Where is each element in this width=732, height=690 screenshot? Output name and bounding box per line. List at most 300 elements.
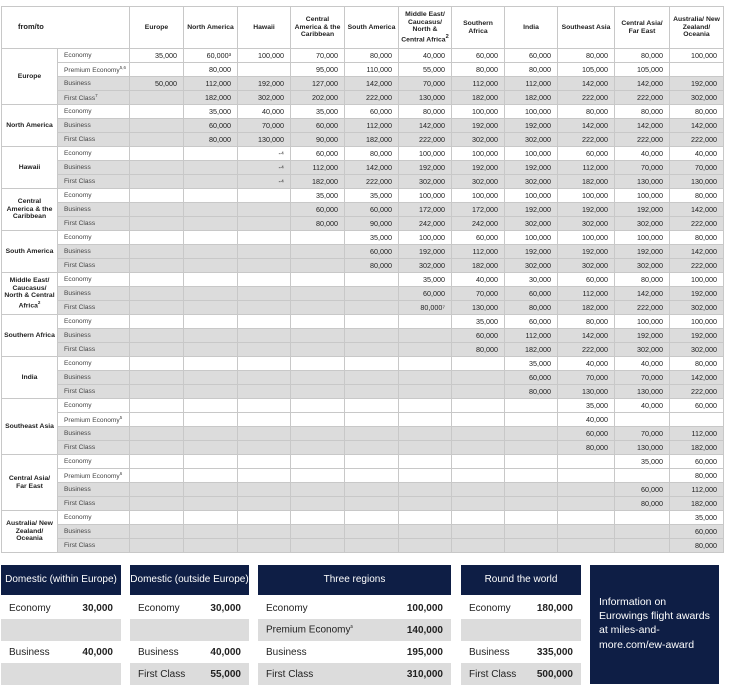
origin-region-label: Southern Africa bbox=[4, 331, 55, 339]
miles-value: 222,000 bbox=[615, 133, 670, 147]
service-class bbox=[58, 371, 130, 385]
dest-header bbox=[399, 7, 452, 49]
table-body bbox=[2, 49, 724, 553]
miles-value bbox=[238, 357, 291, 371]
miles-value: 80,000 bbox=[505, 63, 558, 77]
dest-header bbox=[505, 7, 558, 49]
miles-value: 302,000 bbox=[452, 133, 505, 147]
miles-value bbox=[345, 315, 399, 329]
miles-value: 142,000 bbox=[399, 119, 452, 133]
miles-value bbox=[238, 343, 291, 357]
miles-value: 112,000 bbox=[452, 245, 505, 259]
miles-value bbox=[399, 385, 452, 399]
origin-region bbox=[2, 105, 58, 147]
miles-value: 192,000 bbox=[505, 245, 558, 259]
miles-value bbox=[399, 525, 452, 539]
miles-value: 60,000 bbox=[505, 49, 558, 63]
miles-value: 90,000 bbox=[345, 217, 399, 231]
miles-value bbox=[130, 357, 184, 371]
miles-value: 142,000 bbox=[615, 119, 670, 133]
service-class bbox=[58, 343, 130, 357]
miles-value: 40,000 bbox=[399, 49, 452, 63]
miles-value bbox=[505, 497, 558, 511]
miles-value: 70,000 bbox=[615, 427, 670, 441]
award-box bbox=[461, 565, 581, 685]
miles-value bbox=[238, 203, 291, 217]
miles-value bbox=[291, 539, 345, 553]
award-box-row bbox=[258, 663, 451, 685]
service-class-label: Economy bbox=[64, 458, 92, 465]
miles-value: 35,000 bbox=[291, 105, 345, 119]
miles-value bbox=[399, 441, 452, 455]
dest-label: North America bbox=[187, 23, 234, 31]
service-class bbox=[58, 357, 130, 371]
service-class-label: Business bbox=[64, 164, 91, 171]
miles-value: 100,000 bbox=[558, 189, 615, 203]
miles-value: 35,000 bbox=[291, 189, 345, 203]
miles-value: 80,000 bbox=[345, 259, 399, 273]
service-class bbox=[58, 329, 130, 343]
service-class-label: Economy bbox=[64, 318, 92, 325]
award-box-class bbox=[9, 647, 50, 658]
miles-value bbox=[130, 259, 184, 273]
miles-value bbox=[399, 539, 452, 553]
miles-value: -⁴ bbox=[238, 147, 291, 161]
miles-value bbox=[291, 245, 345, 259]
miles-value bbox=[184, 203, 238, 217]
miles-value bbox=[184, 357, 238, 371]
service-class bbox=[58, 147, 130, 161]
award-box-row bbox=[461, 597, 581, 619]
service-class-label: First Class bbox=[64, 220, 96, 227]
table-row bbox=[2, 49, 724, 63]
miles-value bbox=[291, 343, 345, 357]
miles-value bbox=[238, 217, 291, 231]
miles-value: 182,000 bbox=[505, 343, 558, 357]
miles-value: 302,000 bbox=[399, 175, 452, 189]
miles-value: 192,000 bbox=[558, 203, 615, 217]
award-box-miles: 30,000 bbox=[82, 602, 113, 614]
dest-header bbox=[345, 7, 399, 49]
miles-value: 182,000 bbox=[452, 259, 505, 273]
miles-value: 70,000 bbox=[399, 77, 452, 91]
miles-value: 100,000 bbox=[558, 231, 615, 245]
table-row bbox=[2, 483, 724, 497]
miles-value bbox=[291, 259, 345, 273]
table-row bbox=[2, 315, 724, 329]
miles-value bbox=[130, 203, 184, 217]
miles-value bbox=[399, 469, 452, 483]
service-class-label: Economy bbox=[64, 276, 92, 283]
miles-value: 60,000 bbox=[452, 49, 505, 63]
service-class bbox=[58, 105, 130, 119]
miles-value bbox=[452, 539, 505, 553]
service-class bbox=[58, 497, 130, 511]
miles-value: 222,000 bbox=[615, 91, 670, 105]
miles-value: 80,000 bbox=[184, 63, 238, 77]
miles-value bbox=[130, 539, 184, 553]
miles-value: 130,000 bbox=[615, 441, 670, 455]
miles-value bbox=[399, 329, 452, 343]
miles-value bbox=[130, 119, 184, 133]
table-row bbox=[2, 539, 724, 553]
miles-value bbox=[238, 273, 291, 287]
miles-value bbox=[184, 217, 238, 231]
table-row bbox=[2, 63, 724, 77]
miles-value bbox=[345, 441, 399, 455]
miles-value bbox=[130, 63, 184, 77]
miles-value bbox=[238, 385, 291, 399]
miles-value bbox=[345, 539, 399, 553]
service-class bbox=[58, 427, 130, 441]
miles-value: 70,000 bbox=[615, 161, 670, 175]
miles-value: 60,000 bbox=[345, 105, 399, 119]
miles-value bbox=[184, 427, 238, 441]
service-class bbox=[58, 483, 130, 497]
miles-value bbox=[399, 455, 452, 469]
award-box-class-label: First Class bbox=[469, 668, 517, 680]
miles-value: 80,000 bbox=[670, 189, 724, 203]
origin-region bbox=[2, 315, 58, 357]
service-class bbox=[58, 287, 130, 301]
miles-value: 302,000 bbox=[670, 91, 724, 105]
miles-value bbox=[130, 371, 184, 385]
miles-value bbox=[615, 469, 670, 483]
miles-value: 80,000⁷ bbox=[399, 301, 452, 315]
miles-value: 302,000 bbox=[505, 259, 558, 273]
service-class-label: Economy bbox=[64, 52, 92, 59]
service-class-label: Economy bbox=[64, 234, 92, 241]
miles-value: 60,000 bbox=[670, 455, 724, 469]
table-row bbox=[2, 511, 724, 525]
miles-value bbox=[505, 511, 558, 525]
miles-value bbox=[452, 441, 505, 455]
miles-value: 192,000 bbox=[615, 203, 670, 217]
miles-value: 60,000³ bbox=[184, 49, 238, 63]
miles-value bbox=[184, 259, 238, 273]
award-box-row bbox=[258, 641, 451, 663]
miles-value bbox=[130, 287, 184, 301]
miles-value bbox=[615, 413, 670, 427]
service-class bbox=[58, 91, 130, 105]
origin-region bbox=[2, 357, 58, 399]
miles-value: 35,000 bbox=[130, 49, 184, 63]
miles-value: 112,000 bbox=[505, 77, 558, 91]
miles-value: 192,000 bbox=[670, 329, 724, 343]
miles-value bbox=[291, 329, 345, 343]
miles-value: 130,000 bbox=[238, 133, 291, 147]
award-box-miles: 40,000 bbox=[210, 646, 241, 658]
miles-value bbox=[130, 455, 184, 469]
dest-header bbox=[130, 7, 184, 49]
service-class bbox=[58, 245, 130, 259]
table-row bbox=[2, 301, 724, 315]
miles-value bbox=[130, 105, 184, 119]
miles-value: 50,000 bbox=[130, 77, 184, 91]
miles-value bbox=[238, 539, 291, 553]
miles-value: 242,000 bbox=[399, 217, 452, 231]
service-class-label: Economy bbox=[64, 402, 92, 409]
miles-value bbox=[452, 427, 505, 441]
miles-value bbox=[399, 511, 452, 525]
award-box bbox=[258, 565, 451, 685]
miles-value: 105,000 bbox=[558, 63, 615, 77]
miles-value bbox=[130, 91, 184, 105]
service-class bbox=[58, 231, 130, 245]
service-class-label: Economy bbox=[64, 150, 92, 157]
service-class-label: Economy bbox=[64, 360, 92, 367]
service-class bbox=[58, 413, 130, 427]
miles-value bbox=[238, 245, 291, 259]
award-box-miles: 40,000 bbox=[82, 646, 113, 658]
service-class-label: First Class bbox=[64, 304, 96, 311]
table-row bbox=[2, 105, 724, 119]
miles-value bbox=[291, 273, 345, 287]
miles-value: 60,000 bbox=[184, 119, 238, 133]
dest-label: Southern Africa bbox=[463, 19, 493, 35]
miles-value bbox=[558, 483, 615, 497]
award-box-row bbox=[130, 663, 249, 685]
miles-value bbox=[238, 371, 291, 385]
table-row bbox=[2, 287, 724, 301]
miles-value bbox=[452, 525, 505, 539]
award-box-row bbox=[1, 663, 121, 685]
miles-value bbox=[505, 427, 558, 441]
miles-value: 80,000 bbox=[670, 231, 724, 245]
miles-value: 130,000 bbox=[558, 385, 615, 399]
miles-value: 80,000 bbox=[452, 343, 505, 357]
dest-label: Central America & the Caribbean bbox=[294, 16, 341, 39]
miles-value: 60,000 bbox=[505, 287, 558, 301]
origin-region bbox=[2, 231, 58, 273]
table-row bbox=[2, 217, 724, 231]
miles-value: 302,000 bbox=[558, 259, 615, 273]
miles-value: 100,000 bbox=[452, 189, 505, 203]
service-class bbox=[58, 511, 130, 525]
miles-value: 70,000 bbox=[452, 287, 505, 301]
miles-value: 192,000 bbox=[670, 77, 724, 91]
miles-value bbox=[238, 399, 291, 413]
service-class-label: First Class bbox=[64, 500, 96, 507]
miles-value: 35,000 bbox=[399, 273, 452, 287]
miles-value bbox=[291, 287, 345, 301]
dest-label: Australia/ New Zealand/ Oceania bbox=[673, 16, 720, 39]
miles-value: 192,000 bbox=[399, 161, 452, 175]
miles-value bbox=[291, 427, 345, 441]
dest-label: Southeast Asia bbox=[561, 23, 611, 31]
miles-value bbox=[452, 455, 505, 469]
miles-value bbox=[291, 357, 345, 371]
miles-value: 302,000 bbox=[399, 259, 452, 273]
miles-value: 182,000 bbox=[670, 497, 724, 511]
miles-value bbox=[130, 441, 184, 455]
miles-value bbox=[345, 329, 399, 343]
service-class bbox=[58, 455, 130, 469]
miles-value bbox=[558, 511, 615, 525]
service-class-label: Economy bbox=[64, 108, 92, 115]
miles-value: 222,000 bbox=[399, 133, 452, 147]
miles-value: 70,000 bbox=[238, 119, 291, 133]
origin-region-label: Europe bbox=[17, 72, 42, 80]
service-class-label: First Class bbox=[64, 388, 96, 395]
award-box-row bbox=[1, 619, 121, 641]
service-class-label: Business bbox=[64, 486, 91, 493]
award-box-class-label: Economy bbox=[469, 602, 511, 614]
miles-value bbox=[130, 399, 184, 413]
miles-value: 80,000 bbox=[615, 105, 670, 119]
table-header-row bbox=[2, 7, 724, 49]
miles-value bbox=[452, 483, 505, 497]
service-class bbox=[58, 315, 130, 329]
miles-value: 112,000 bbox=[670, 427, 724, 441]
miles-value: 192,000 bbox=[615, 245, 670, 259]
miles-value bbox=[345, 483, 399, 497]
award-box-miles: 500,000 bbox=[536, 668, 573, 680]
miles-value bbox=[130, 343, 184, 357]
miles-value: 40,000 bbox=[615, 147, 670, 161]
service-class-label: First Class bbox=[64, 542, 96, 549]
award-box-miles: 180,000 bbox=[536, 602, 573, 614]
miles-value bbox=[615, 511, 670, 525]
miles-value bbox=[130, 315, 184, 329]
miles-value bbox=[399, 399, 452, 413]
miles-value: 302,000 bbox=[558, 217, 615, 231]
miles-value bbox=[291, 399, 345, 413]
miles-value: 130,000 bbox=[399, 91, 452, 105]
miles-value bbox=[505, 455, 558, 469]
miles-value bbox=[291, 511, 345, 525]
dest-label: Hawaii bbox=[253, 23, 275, 31]
service-class-label: Economy bbox=[64, 192, 92, 199]
miles-value: 127,000 bbox=[291, 77, 345, 91]
miles-value bbox=[130, 189, 184, 203]
miles-value: -⁴ bbox=[238, 161, 291, 175]
miles-value: 80,000 bbox=[558, 105, 615, 119]
award-box-class-label: Economy bbox=[9, 602, 51, 614]
service-class bbox=[58, 301, 130, 315]
miles-value bbox=[345, 497, 399, 511]
miles-value bbox=[184, 497, 238, 511]
miles-value: 40,000 bbox=[238, 105, 291, 119]
service-class bbox=[58, 273, 130, 287]
service-class-label: First Class bbox=[64, 444, 96, 451]
miles-value bbox=[238, 329, 291, 343]
service-class bbox=[58, 119, 130, 133]
miles-value: 80,000 bbox=[670, 469, 724, 483]
miles-value bbox=[452, 357, 505, 371]
miles-value: 90,000 bbox=[291, 133, 345, 147]
dest-header bbox=[184, 7, 238, 49]
dest-label: Europe bbox=[144, 23, 169, 31]
miles-value bbox=[184, 231, 238, 245]
service-class-label: First Class bbox=[64, 178, 96, 185]
miles-value bbox=[505, 525, 558, 539]
dest-header bbox=[615, 7, 670, 49]
miles-value bbox=[345, 511, 399, 525]
miles-value: 302,000 bbox=[505, 217, 558, 231]
miles-value bbox=[452, 469, 505, 483]
table-row bbox=[2, 329, 724, 343]
dest-header bbox=[291, 7, 345, 49]
miles-value: 35,000 bbox=[670, 511, 724, 525]
miles-value: 60,000 bbox=[345, 203, 399, 217]
miles-value bbox=[291, 497, 345, 511]
miles-value: 60,000 bbox=[452, 329, 505, 343]
miles-value bbox=[670, 413, 724, 427]
miles-value: 182,000 bbox=[558, 175, 615, 189]
miles-value bbox=[130, 329, 184, 343]
miles-value bbox=[505, 441, 558, 455]
award-box-class-label: Business bbox=[138, 646, 179, 658]
table-row bbox=[2, 259, 724, 273]
dest-header bbox=[452, 7, 505, 49]
miles-value bbox=[399, 357, 452, 371]
miles-value bbox=[399, 371, 452, 385]
miles-value: 172,000 bbox=[399, 203, 452, 217]
miles-value: 60,000 bbox=[291, 119, 345, 133]
miles-value bbox=[291, 469, 345, 483]
miles-value bbox=[291, 455, 345, 469]
miles-value: 302,000 bbox=[615, 217, 670, 231]
miles-value: 35,000 bbox=[345, 231, 399, 245]
miles-value: 80,000 bbox=[399, 105, 452, 119]
miles-value: 192,000 bbox=[452, 119, 505, 133]
miles-value bbox=[345, 399, 399, 413]
miles-value: 142,000 bbox=[345, 77, 399, 91]
miles-value: 130,000 bbox=[615, 385, 670, 399]
table-row bbox=[2, 469, 724, 483]
award-box-title-text: Domestic (outside Europe) bbox=[130, 574, 249, 586]
origin-region-label: Australia/ New Zealand/ Oceania bbox=[6, 520, 53, 543]
miles-value: 192,000 bbox=[670, 287, 724, 301]
footnote-mark: 5 bbox=[119, 414, 123, 420]
miles-value: 60,000 bbox=[558, 273, 615, 287]
award-box-class bbox=[266, 669, 313, 680]
award-box-miles: 140,000 bbox=[406, 624, 443, 636]
miles-value: 222,000 bbox=[345, 91, 399, 105]
service-class-label: First Class bbox=[64, 95, 96, 103]
miles-value: 142,000 bbox=[558, 77, 615, 91]
miles-value: 55,000 bbox=[399, 63, 452, 77]
miles-value: 192,000 bbox=[615, 329, 670, 343]
miles-value: 142,000 bbox=[670, 119, 724, 133]
service-class bbox=[58, 77, 130, 91]
miles-value bbox=[184, 413, 238, 427]
footnote-mark: 2 bbox=[445, 33, 449, 40]
award-box-title bbox=[130, 565, 249, 595]
miles-value bbox=[399, 497, 452, 511]
award-box-class bbox=[138, 603, 180, 614]
miles-value: 40,000 bbox=[615, 357, 670, 371]
origin-region bbox=[2, 455, 58, 511]
miles-value: 142,000 bbox=[670, 371, 724, 385]
footnote-mark: 7 bbox=[95, 92, 98, 98]
miles-value bbox=[505, 399, 558, 413]
miles-value bbox=[130, 147, 184, 161]
miles-value bbox=[345, 427, 399, 441]
miles-value bbox=[130, 511, 184, 525]
miles-value: 35,000 bbox=[345, 189, 399, 203]
miles-value bbox=[452, 385, 505, 399]
miles-value: 100,000 bbox=[452, 105, 505, 119]
footnote-mark: 6 bbox=[119, 470, 123, 476]
table-row bbox=[2, 91, 724, 105]
miles-value bbox=[291, 525, 345, 539]
table-row bbox=[2, 413, 724, 427]
table-row bbox=[2, 245, 724, 259]
miles-value bbox=[345, 343, 399, 357]
table-row bbox=[2, 385, 724, 399]
